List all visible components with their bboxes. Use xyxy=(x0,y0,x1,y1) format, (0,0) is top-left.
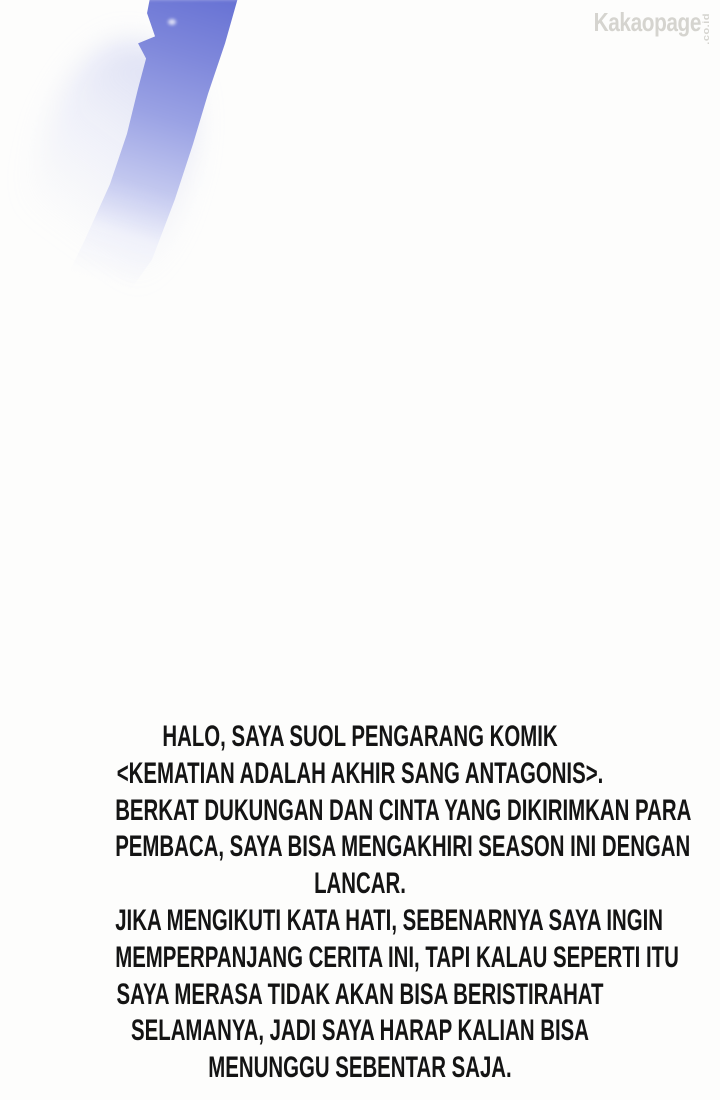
author-note-line-10: MENUNGGU SEBENTAR SAJA. xyxy=(208,1051,512,1085)
author-note-line-1: HALO, SAYA SUOL PENGARANG KOMIK xyxy=(162,720,558,753)
author-note-line-9: SELAMANYA, JADI SAYA HARAP KALIAN BISA xyxy=(131,1014,589,1048)
author-note-line-6: JIKA MENGIKUTI KATA HATI, SEBENARNYA SAYA INGIN xyxy=(115,903,664,937)
watermark-suffix-box xyxy=(701,13,712,59)
author-note-line-5: LANCAR. xyxy=(314,867,406,901)
author-note-line-7: MEMPERPANJANG CERITA INI, TAPI KALAU SEPERTI ITU xyxy=(115,940,679,974)
kakaopage-watermark xyxy=(593,8,712,59)
watermark-domain-suffix: .co.id xyxy=(701,13,712,45)
author-note-line-2: <KEMATIAN ADALAH AKHIR SANG ANTAGONIS>. xyxy=(116,756,604,790)
author-note-line-4: PEMBACA, SAYA BISA MENGAKHIRI SEASON INI DENGAN xyxy=(115,830,691,864)
author-note-line-8: SAYA MERASA TIDAK AKAN BISA BERISTIRAHAT xyxy=(116,977,604,1011)
brush-highlight-dot xyxy=(168,19,176,25)
author-note xyxy=(115,719,692,1087)
watermark-brand-text: Kakaopage xyxy=(593,7,701,37)
author-note-line-3: BERKAT DUKUNGAN DAN CINTA YANG DIKIRIMKAN PARA xyxy=(115,793,692,827)
